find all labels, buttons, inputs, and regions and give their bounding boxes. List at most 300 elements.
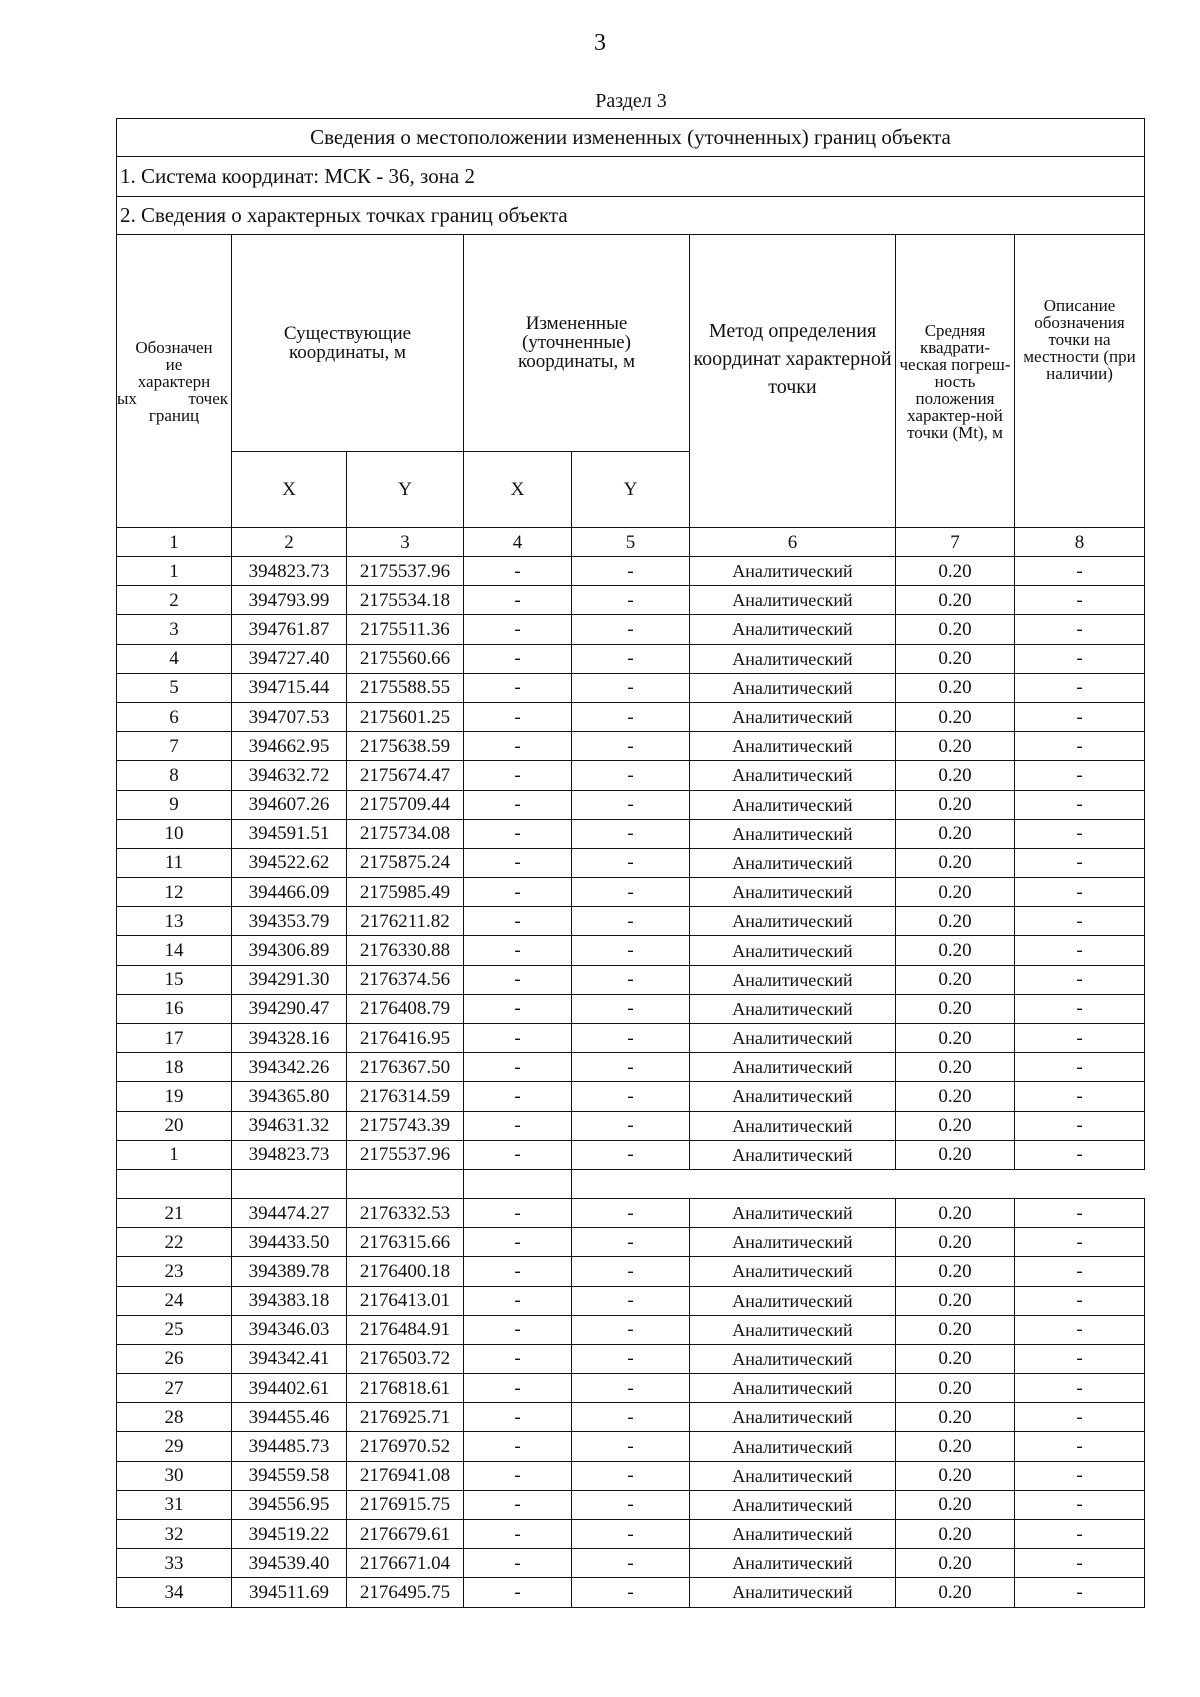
cell-point-number: 32 bbox=[117, 1520, 232, 1549]
cell-changed-x: - bbox=[464, 1198, 572, 1227]
cell-existing-x: 394402.61 bbox=[232, 1374, 347, 1403]
cell-point-number: 15 bbox=[117, 965, 232, 994]
cell-description: - bbox=[1015, 586, 1145, 615]
cell-description: - bbox=[1015, 1286, 1145, 1315]
cell-description: - bbox=[1015, 644, 1145, 673]
cell-existing-x: 394353.79 bbox=[232, 907, 347, 936]
cell-description: - bbox=[1015, 702, 1145, 731]
cell-changed-y: - bbox=[572, 1432, 690, 1461]
cell-point-number: 16 bbox=[117, 994, 232, 1023]
header-changed-y: Y bbox=[572, 451, 690, 527]
cell-description: - bbox=[1015, 965, 1145, 994]
header-mean-square-error: Средняя квадрати-ческая погреш-ность положения характер-ной точки (Mt), м bbox=[896, 235, 1015, 528]
cell-description: - bbox=[1015, 1228, 1145, 1257]
cell-existing-x: 394328.16 bbox=[232, 1024, 347, 1053]
cell-changed-x: - bbox=[464, 936, 572, 965]
cell-method: Аналитический bbox=[690, 673, 896, 702]
cell-description: - bbox=[1015, 1053, 1145, 1082]
cell-point-number: 6 bbox=[117, 702, 232, 731]
cell-point-number: 7 bbox=[117, 732, 232, 761]
cell-mean-square-error: 0.20 bbox=[896, 1344, 1015, 1373]
cell-changed-x: - bbox=[464, 878, 572, 907]
table-row bbox=[117, 1198, 1145, 1227]
header-point-designation bbox=[117, 235, 232, 528]
cell-description: - bbox=[1015, 819, 1145, 848]
cell-existing-y: 2176679.61 bbox=[347, 1520, 464, 1549]
table-row bbox=[117, 586, 1145, 615]
cell-changed-y: - bbox=[572, 761, 690, 790]
cell-existing-x: 394365.80 bbox=[232, 1082, 347, 1111]
cell-point-number: 29 bbox=[117, 1432, 232, 1461]
cell-method: Аналитический bbox=[690, 615, 896, 644]
cell-changed-x: - bbox=[464, 557, 572, 586]
table-row bbox=[117, 848, 1145, 877]
cell-point-number: 25 bbox=[117, 1315, 232, 1344]
cell-changed-x: - bbox=[464, 1111, 572, 1140]
table-row bbox=[117, 819, 1145, 848]
cell-existing-x: 394474.27 bbox=[232, 1198, 347, 1227]
cell-changed-x: - bbox=[464, 1490, 572, 1519]
cell-existing-y: 2175709.44 bbox=[347, 790, 464, 819]
cell-mean-square-error: 0.20 bbox=[896, 557, 1015, 586]
cell-existing-x: 394591.51 bbox=[232, 819, 347, 848]
cell-existing-x: 394383.18 bbox=[232, 1286, 347, 1315]
cell-changed-y: - bbox=[572, 732, 690, 761]
cell-changed-x: - bbox=[464, 790, 572, 819]
cell-point-number: 1 bbox=[117, 557, 232, 586]
cell-existing-x: 394346.03 bbox=[232, 1315, 347, 1344]
cell-changed-y: - bbox=[572, 907, 690, 936]
cell-method: Аналитический bbox=[690, 644, 896, 673]
cell-mean-square-error: 0.20 bbox=[896, 702, 1015, 731]
cell-method: Аналитический bbox=[690, 1549, 896, 1578]
cell-existing-x: 394662.95 bbox=[232, 732, 347, 761]
cell-method: Аналитический bbox=[690, 1490, 896, 1519]
cell-existing-x: 394466.09 bbox=[232, 878, 347, 907]
cell-mean-square-error: 0.20 bbox=[896, 1198, 1015, 1227]
cell-changed-x: - bbox=[464, 1082, 572, 1111]
cell-existing-x: 394519.22 bbox=[232, 1520, 347, 1549]
cell-changed-x: - bbox=[464, 644, 572, 673]
cell-existing-x: 394707.53 bbox=[232, 702, 347, 731]
cell-point-number: 11 bbox=[117, 848, 232, 877]
cell-changed-y: - bbox=[572, 1520, 690, 1549]
cell-method: Аналитический bbox=[690, 732, 896, 761]
cell-existing-y: 2176970.52 bbox=[347, 1432, 464, 1461]
table-row bbox=[117, 1432, 1145, 1461]
cell-point-number: 12 bbox=[117, 878, 232, 907]
cell-description: - bbox=[1015, 615, 1145, 644]
cell-method: Аналитический bbox=[690, 1432, 896, 1461]
cell-existing-y: 2176495.75 bbox=[347, 1578, 464, 1607]
cell-point-number: 34 bbox=[117, 1578, 232, 1607]
table-row bbox=[117, 1140, 1145, 1169]
separator-cell bbox=[117, 1169, 232, 1198]
cell-changed-y: - bbox=[572, 1111, 690, 1140]
coordinate-system: 1. Система координат: МСК - 36, зона 2 bbox=[117, 157, 1145, 197]
cell-changed-y: - bbox=[572, 1403, 690, 1432]
cell-method: Аналитический bbox=[690, 1082, 896, 1111]
cell-mean-square-error: 0.20 bbox=[896, 732, 1015, 761]
cell-mean-square-error: 0.20 bbox=[896, 819, 1015, 848]
column-number: 2 bbox=[232, 528, 347, 557]
cell-method: Аналитический bbox=[690, 1198, 896, 1227]
cell-mean-square-error: 0.20 bbox=[896, 1549, 1015, 1578]
cell-changed-y: - bbox=[572, 790, 690, 819]
table-row bbox=[117, 1228, 1145, 1257]
cell-changed-x: - bbox=[464, 732, 572, 761]
separator-cell bbox=[347, 1169, 464, 1198]
cell-method: Аналитический bbox=[690, 557, 896, 586]
cell-changed-y: - bbox=[572, 1578, 690, 1607]
cell-point-number: 8 bbox=[117, 761, 232, 790]
cell-changed-y: - bbox=[572, 1344, 690, 1373]
cell-changed-x: - bbox=[464, 1374, 572, 1403]
cell-changed-y: - bbox=[572, 1315, 690, 1344]
cell-mean-square-error: 0.20 bbox=[896, 586, 1015, 615]
table-row bbox=[117, 732, 1145, 761]
cell-description: - bbox=[1015, 1257, 1145, 1286]
cell-mean-square-error: 0.20 bbox=[896, 1053, 1015, 1082]
cell-changed-x: - bbox=[464, 1024, 572, 1053]
cell-description: - bbox=[1015, 1374, 1145, 1403]
cell-method: Аналитический bbox=[690, 1228, 896, 1257]
cell-mean-square-error: 0.20 bbox=[896, 965, 1015, 994]
table-row bbox=[117, 907, 1145, 936]
cell-existing-x: 394342.26 bbox=[232, 1053, 347, 1082]
cell-mean-square-error: 0.20 bbox=[896, 1286, 1015, 1315]
cell-description: - bbox=[1015, 761, 1145, 790]
cell-mean-square-error: 0.20 bbox=[896, 615, 1015, 644]
header-changed-coordinates: Измененные (уточненные) координаты, м bbox=[464, 235, 690, 452]
table-row bbox=[117, 644, 1145, 673]
cell-existing-y: 2176925.71 bbox=[347, 1403, 464, 1432]
boundary-points-table bbox=[116, 118, 1145, 1608]
table-row bbox=[117, 1403, 1145, 1432]
cell-existing-x: 394291.30 bbox=[232, 965, 347, 994]
cell-changed-y: - bbox=[572, 1024, 690, 1053]
cell-changed-y: - bbox=[572, 557, 690, 586]
cell-method: Аналитический bbox=[690, 819, 896, 848]
cell-description: - bbox=[1015, 936, 1145, 965]
cell-mean-square-error: 0.20 bbox=[896, 1111, 1015, 1140]
cell-changed-x: - bbox=[464, 1432, 572, 1461]
cell-changed-y: - bbox=[572, 702, 690, 731]
cell-changed-y: - bbox=[572, 1374, 690, 1403]
cell-changed-y: - bbox=[572, 673, 690, 702]
cell-point-number: 22 bbox=[117, 1228, 232, 1257]
cell-point-number: 23 bbox=[117, 1257, 232, 1286]
cell-changed-y: - bbox=[572, 994, 690, 1023]
cell-changed-x: - bbox=[464, 1257, 572, 1286]
cell-existing-x: 394342.41 bbox=[232, 1344, 347, 1373]
table-row bbox=[117, 1374, 1145, 1403]
table-row bbox=[117, 557, 1145, 586]
cell-description: - bbox=[1015, 1490, 1145, 1519]
cell-point-number: 19 bbox=[117, 1082, 232, 1111]
separator-cell bbox=[464, 1169, 572, 1198]
cell-changed-x: - bbox=[464, 907, 572, 936]
table-row bbox=[117, 615, 1145, 644]
cell-changed-x: - bbox=[464, 615, 572, 644]
table-row bbox=[117, 1257, 1145, 1286]
cell-existing-y: 2176367.50 bbox=[347, 1053, 464, 1082]
cell-point-number: 20 bbox=[117, 1111, 232, 1140]
cell-existing-x: 394632.72 bbox=[232, 761, 347, 790]
cell-existing-y: 2176374.56 bbox=[347, 965, 464, 994]
cell-point-number: 3 bbox=[117, 615, 232, 644]
table-row bbox=[117, 1111, 1145, 1140]
column-number: 5 bbox=[572, 528, 690, 557]
cell-changed-x: - bbox=[464, 673, 572, 702]
cell-existing-y: 2175875.24 bbox=[347, 848, 464, 877]
table-row bbox=[117, 878, 1145, 907]
cell-existing-y: 2176416.95 bbox=[347, 1024, 464, 1053]
cell-point-number: 17 bbox=[117, 1024, 232, 1053]
cell-changed-x: - bbox=[464, 586, 572, 615]
cell-method: Аналитический bbox=[690, 761, 896, 790]
cell-existing-y: 2176332.53 bbox=[347, 1198, 464, 1227]
cell-existing-x: 394556.95 bbox=[232, 1490, 347, 1519]
table-row bbox=[117, 965, 1145, 994]
separator-cell bbox=[232, 1169, 347, 1198]
section-title: Раздел 3 bbox=[595, 90, 667, 112]
cell-existing-y: 2175537.96 bbox=[347, 1140, 464, 1169]
table-row bbox=[117, 1053, 1145, 1082]
cell-changed-x: - bbox=[464, 1140, 572, 1169]
cell-changed-x: - bbox=[464, 1578, 572, 1607]
cell-point-number: 1 bbox=[117, 1140, 232, 1169]
cell-mean-square-error: 0.20 bbox=[896, 907, 1015, 936]
table-row bbox=[117, 702, 1145, 731]
cell-description: - bbox=[1015, 1111, 1145, 1140]
cell-description: - bbox=[1015, 848, 1145, 877]
cell-mean-square-error: 0.20 bbox=[896, 1140, 1015, 1169]
cell-mean-square-error: 0.20 bbox=[896, 1461, 1015, 1490]
cell-method: Аналитический bbox=[690, 1053, 896, 1082]
cell-changed-y: - bbox=[572, 1228, 690, 1257]
cell-point-number: 2 bbox=[117, 586, 232, 615]
cell-existing-y: 2175560.66 bbox=[347, 644, 464, 673]
cell-description: - bbox=[1015, 1082, 1145, 1111]
cell-changed-x: - bbox=[464, 994, 572, 1023]
cell-description: - bbox=[1015, 1549, 1145, 1578]
table-row bbox=[117, 936, 1145, 965]
cell-mean-square-error: 0.20 bbox=[896, 644, 1015, 673]
cell-description: - bbox=[1015, 732, 1145, 761]
cell-point-number: 9 bbox=[117, 790, 232, 819]
header-point-designation-line: характерн bbox=[137, 371, 211, 391]
cell-point-number: 27 bbox=[117, 1374, 232, 1403]
cell-method: Аналитический bbox=[690, 1461, 896, 1490]
cell-existing-y: 2176818.61 bbox=[347, 1374, 464, 1403]
cell-existing-x: 394455.46 bbox=[232, 1403, 347, 1432]
cell-changed-y: - bbox=[572, 615, 690, 644]
cell-method: Аналитический bbox=[690, 1315, 896, 1344]
cell-changed-x: - bbox=[464, 965, 572, 994]
cell-changed-y: - bbox=[572, 965, 690, 994]
cell-method: Аналитический bbox=[690, 965, 896, 994]
cell-mean-square-error: 0.20 bbox=[896, 1374, 1015, 1403]
cell-method: Аналитический bbox=[690, 994, 896, 1023]
header-description: Описание обозначения точки на местности (при наличии) bbox=[1015, 235, 1145, 528]
cell-changed-x: - bbox=[464, 1315, 572, 1344]
cell-changed-x: - bbox=[464, 1344, 572, 1373]
cell-description: - bbox=[1015, 1520, 1145, 1549]
cell-existing-y: 2176915.75 bbox=[347, 1490, 464, 1519]
cell-point-number: 21 bbox=[117, 1198, 232, 1227]
cell-mean-square-error: 0.20 bbox=[896, 1257, 1015, 1286]
cell-mean-square-error: 0.20 bbox=[896, 1432, 1015, 1461]
cell-existing-y: 2176211.82 bbox=[347, 907, 464, 936]
cell-changed-y: - bbox=[572, 1140, 690, 1169]
cell-description: - bbox=[1015, 1432, 1145, 1461]
column-number: 3 bbox=[347, 528, 464, 557]
table-row bbox=[117, 761, 1145, 790]
cell-mean-square-error: 0.20 bbox=[896, 673, 1015, 702]
cell-point-number: 10 bbox=[117, 819, 232, 848]
cell-changed-x: - bbox=[464, 1520, 572, 1549]
header-point-designation-line: ие bbox=[165, 354, 183, 374]
cell-point-number: 5 bbox=[117, 673, 232, 702]
cell-mean-square-error: 0.20 bbox=[896, 1024, 1015, 1053]
points-heading: 2. Сведения о характерных точках границ объекта bbox=[117, 197, 1145, 235]
table-row bbox=[117, 1344, 1145, 1373]
cell-changed-y: - bbox=[572, 644, 690, 673]
cell-existing-y: 2175588.55 bbox=[347, 673, 464, 702]
column-number: 7 bbox=[896, 528, 1015, 557]
table-row bbox=[117, 1461, 1145, 1490]
header-existing-x: X bbox=[232, 451, 347, 527]
cell-changed-y: - bbox=[572, 1198, 690, 1227]
table-row bbox=[117, 1286, 1145, 1315]
cell-description: - bbox=[1015, 1024, 1145, 1053]
cell-method: Аналитический bbox=[690, 1111, 896, 1140]
cell-point-number: 26 bbox=[117, 1344, 232, 1373]
cell-existing-y: 2175534.18 bbox=[347, 586, 464, 615]
cell-method: Аналитический bbox=[690, 1578, 896, 1607]
header-point-designation-line: ых точек bbox=[117, 388, 228, 408]
cell-existing-y: 2175638.59 bbox=[347, 732, 464, 761]
cell-description: - bbox=[1015, 1461, 1145, 1490]
cell-existing-x: 394559.58 bbox=[232, 1461, 347, 1490]
cell-changed-x: - bbox=[464, 1286, 572, 1315]
cell-mean-square-error: 0.20 bbox=[896, 1490, 1015, 1519]
header-method: Метод определения координат характерной точки bbox=[690, 235, 896, 528]
cell-method: Аналитический bbox=[690, 1520, 896, 1549]
cell-mean-square-error: 0.20 bbox=[896, 1403, 1015, 1432]
cell-changed-x: - bbox=[464, 1549, 572, 1578]
cell-description: - bbox=[1015, 878, 1145, 907]
cell-existing-x: 394389.78 bbox=[232, 1257, 347, 1286]
cell-description: - bbox=[1015, 994, 1145, 1023]
cell-existing-y: 2175734.08 bbox=[347, 819, 464, 848]
cell-description: - bbox=[1015, 1403, 1145, 1432]
table-row bbox=[117, 1549, 1145, 1578]
cell-method: Аналитический bbox=[690, 936, 896, 965]
cell-method: Аналитический bbox=[690, 1403, 896, 1432]
cell-changed-y: - bbox=[572, 1257, 690, 1286]
cell-mean-square-error: 0.20 bbox=[896, 761, 1015, 790]
cell-point-number: 28 bbox=[117, 1403, 232, 1432]
cell-changed-x: - bbox=[464, 702, 572, 731]
cell-point-number: 33 bbox=[117, 1549, 232, 1578]
cell-existing-x: 394306.89 bbox=[232, 936, 347, 965]
cell-description: - bbox=[1015, 1344, 1145, 1373]
cell-mean-square-error: 0.20 bbox=[896, 994, 1015, 1023]
cell-mean-square-error: 0.20 bbox=[896, 1578, 1015, 1607]
cell-method: Аналитический bbox=[690, 907, 896, 936]
cell-changed-x: - bbox=[464, 1228, 572, 1257]
cell-changed-y: - bbox=[572, 1053, 690, 1082]
cell-existing-y: 2176671.04 bbox=[347, 1549, 464, 1578]
cell-existing-y: 2176484.91 bbox=[347, 1315, 464, 1344]
cell-existing-y: 2175511.36 bbox=[347, 615, 464, 644]
cell-existing-y: 2175537.96 bbox=[347, 557, 464, 586]
cell-existing-y: 2175674.47 bbox=[347, 761, 464, 790]
cell-mean-square-error: 0.20 bbox=[896, 1520, 1015, 1549]
cell-description: - bbox=[1015, 1198, 1145, 1227]
cell-existing-x: 394631.32 bbox=[232, 1111, 347, 1140]
column-number: 4 bbox=[464, 528, 572, 557]
cell-changed-y: - bbox=[572, 936, 690, 965]
cell-description: - bbox=[1015, 1315, 1145, 1344]
cell-existing-x: 394715.44 bbox=[232, 673, 347, 702]
cell-existing-y: 2176941.08 bbox=[347, 1461, 464, 1490]
table-row bbox=[117, 1490, 1145, 1519]
cell-changed-y: - bbox=[572, 1461, 690, 1490]
cell-existing-y: 2175601.25 bbox=[347, 702, 464, 731]
table-row bbox=[117, 790, 1145, 819]
cell-changed-y: - bbox=[572, 1490, 690, 1519]
cell-method: Аналитический bbox=[690, 586, 896, 615]
table-title: Сведения о местоположении измененных (уточненных) границ объекта bbox=[117, 119, 1145, 157]
cell-existing-x: 394485.73 bbox=[232, 1432, 347, 1461]
cell-method: Аналитический bbox=[690, 1344, 896, 1373]
cell-description: - bbox=[1015, 557, 1145, 586]
cell-existing-y: 2176400.18 bbox=[347, 1257, 464, 1286]
header-point-designation-line: границ bbox=[148, 405, 200, 425]
cell-changed-y: - bbox=[572, 1549, 690, 1578]
cell-existing-y: 2176413.01 bbox=[347, 1286, 464, 1315]
cell-description: - bbox=[1015, 673, 1145, 702]
cell-changed-y: - bbox=[572, 848, 690, 877]
header-point-designation-line: Обозначен bbox=[135, 337, 213, 357]
separator-row bbox=[117, 1169, 1145, 1198]
cell-description: - bbox=[1015, 907, 1145, 936]
cell-point-number: 24 bbox=[117, 1286, 232, 1315]
header-changed-x: X bbox=[464, 451, 572, 527]
cell-existing-y: 2175985.49 bbox=[347, 878, 464, 907]
separator-cell bbox=[572, 1169, 1145, 1198]
table-row bbox=[117, 673, 1145, 702]
table-row bbox=[117, 1578, 1145, 1607]
cell-existing-y: 2176408.79 bbox=[347, 994, 464, 1023]
cell-method: Аналитический bbox=[690, 1374, 896, 1403]
cell-point-number: 18 bbox=[117, 1053, 232, 1082]
cell-existing-x: 394727.40 bbox=[232, 644, 347, 673]
cell-existing-y: 2176315.66 bbox=[347, 1228, 464, 1257]
column-number-row bbox=[117, 528, 1145, 557]
cell-changed-y: - bbox=[572, 1082, 690, 1111]
cell-mean-square-error: 0.20 bbox=[896, 1082, 1015, 1111]
cell-changed-x: - bbox=[464, 1461, 572, 1490]
cell-changed-x: - bbox=[464, 1403, 572, 1432]
cell-existing-x: 394433.50 bbox=[232, 1228, 347, 1257]
cell-existing-y: 2176503.72 bbox=[347, 1344, 464, 1373]
cell-point-number: 13 bbox=[117, 907, 232, 936]
cell-existing-x: 394290.47 bbox=[232, 994, 347, 1023]
